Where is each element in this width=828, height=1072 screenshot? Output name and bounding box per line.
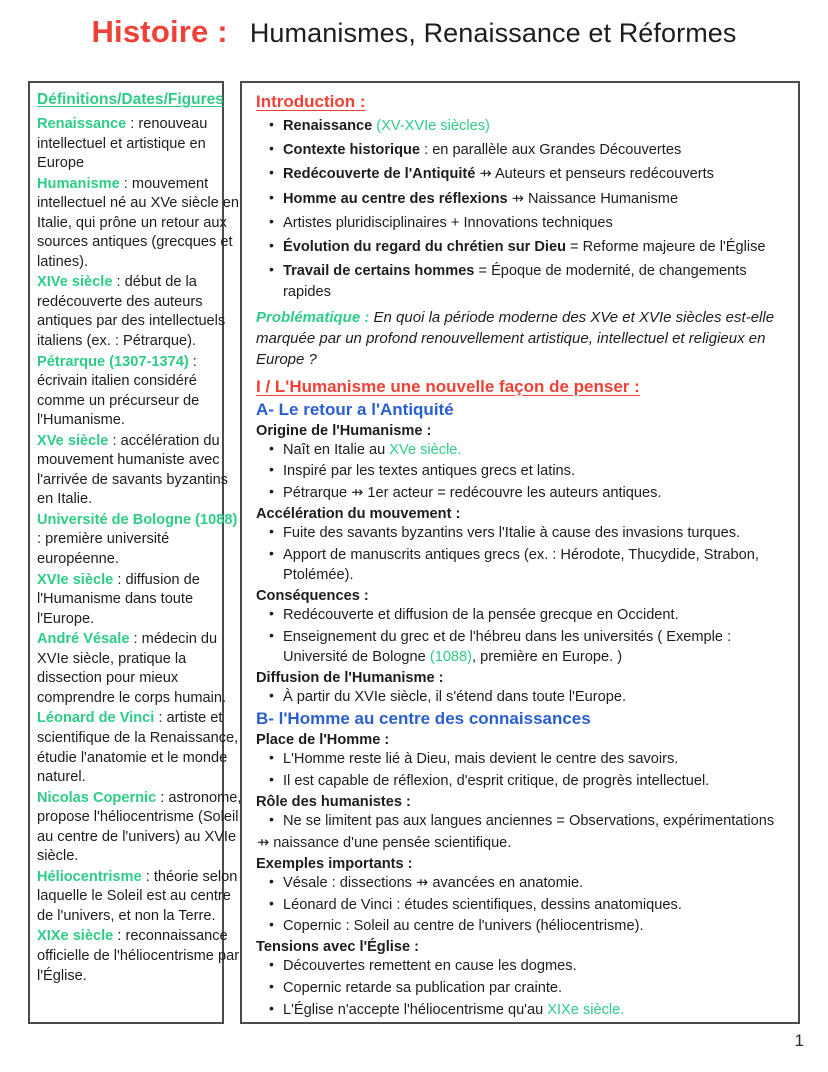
subsection-bullet bbox=[283, 916, 786, 936]
bullet-text: Copernic : Soleil au centre de l'univers (héliocentrisme). bbox=[283, 918, 644, 935]
problematique-text: En quoi la période moderne des XVe et XVIe siècles est-elle marquée par un profond renouvellement artistique, intellectuel et religieux en Europe ? bbox=[256, 308, 775, 369]
bullet-text: L'Homme reste lié à Dieu, mais devient le centre des savoirs. bbox=[283, 750, 679, 767]
subsection-bullet bbox=[283, 1000, 786, 1020]
title-topic: Humanismes, Renaissance et Réformes bbox=[249, 18, 737, 48]
bullet-key-term: Redécouverte de l'Antiquité bbox=[283, 166, 476, 183]
introduction-bullet-list bbox=[256, 116, 786, 303]
subsection-bullet bbox=[283, 605, 786, 625]
definition-text: première université européenne. bbox=[37, 531, 170, 568]
subsection-label: Origine de l'Humanisme : bbox=[256, 422, 432, 439]
introduction-bullet bbox=[283, 164, 786, 185]
subsection-label: Accélération du mouvement : bbox=[256, 506, 461, 523]
definition-entry bbox=[37, 115, 242, 174]
bullet-text: = Reforme majeure de l'Église bbox=[566, 239, 766, 256]
definition-term: Renaissance bbox=[37, 116, 127, 132]
bullet-text: À partir du XVIe siècle, il s'étend dans toute l'Europe. bbox=[283, 688, 627, 705]
definition-separator: : bbox=[108, 432, 121, 449]
bullet-text: : en parallèle aux Grandes Découvertes bbox=[420, 142, 682, 159]
subsection-bullet-list bbox=[256, 523, 786, 585]
definition-term: XVe siècle bbox=[37, 432, 109, 449]
part-a-groups bbox=[256, 423, 786, 707]
subsection-bullet bbox=[283, 687, 786, 707]
definition-term: XVIe siècle bbox=[37, 571, 114, 588]
definition-term: Humanisme bbox=[37, 175, 120, 192]
definition-text: écrivain italien considéré comme un précurseur de l'Humanisme. bbox=[37, 373, 200, 429]
introduction-bullet bbox=[283, 189, 786, 210]
definition-entry bbox=[37, 571, 242, 630]
part-b-heading: B- l'Homme au centre des connaissances bbox=[256, 708, 591, 728]
definition-separator: : bbox=[113, 571, 126, 588]
subsection-bullet-list bbox=[256, 440, 786, 503]
definition-entry bbox=[37, 511, 242, 570]
definition-term: Université de Bologne (1088) bbox=[37, 511, 238, 528]
definition-entry bbox=[37, 868, 242, 927]
definition-entry bbox=[37, 789, 242, 867]
bullet-text: Pétrarque ⇸ 1er acteur = redécouvre les auteurs antiques. bbox=[283, 484, 662, 501]
subsection-bullet bbox=[283, 811, 786, 831]
subsection-bullet bbox=[283, 627, 786, 667]
definition-text: médecin du XVIe siècle, pratique la dissection pour mieux comprendre le corps humain. bbox=[37, 631, 226, 706]
page-number: 1 bbox=[794, 1031, 804, 1050]
problematique-label: Problématique : bbox=[256, 308, 370, 326]
definition-term: Nicolas Copernic bbox=[37, 789, 157, 806]
subsection-bullet-list bbox=[256, 605, 786, 667]
bullet-text: Naît en Italie au bbox=[283, 441, 390, 458]
definition-entry bbox=[37, 273, 242, 351]
subsection-bullet bbox=[283, 523, 786, 543]
definition-entry bbox=[37, 927, 242, 986]
definitions-list bbox=[37, 115, 242, 986]
subsection-bullet-list bbox=[256, 811, 786, 831]
definition-text: accélération du mouvement humaniste avec l'arrivée de savants byzantins en Italie. bbox=[37, 432, 228, 508]
definition-text: début de la redécouverte des auteurs antiques par des intellectuels italiens (ex. : Pétrarque). bbox=[37, 274, 226, 350]
definition-separator: : bbox=[141, 868, 154, 885]
subsection-bullet bbox=[283, 771, 786, 791]
definition-separator: : bbox=[126, 116, 139, 132]
bullet-key-term: Homme au centre des réflexions bbox=[283, 190, 508, 207]
definition-text: renouveau intellectuel et artistique en Europe bbox=[37, 116, 208, 172]
bullet-date-highlight: XIXe siècle. bbox=[547, 1001, 625, 1018]
introduction-bullet bbox=[283, 140, 786, 161]
definition-entry bbox=[37, 353, 242, 431]
subsection-label: Exemples importants : bbox=[256, 855, 413, 872]
definition-entry bbox=[37, 709, 242, 787]
definition-separator: : bbox=[188, 353, 197, 370]
definitions-heading: Définitions/Dates/Figures bbox=[37, 91, 224, 108]
bullet-text: Découvertes remettent en cause les dogmes. bbox=[283, 958, 577, 975]
bullet-text: Fuite des savants byzantins vers l'Italie à cause des invasions turques. bbox=[283, 525, 741, 542]
definition-text: diffusion de l'Humanisme dans toute l'Europe. bbox=[37, 571, 200, 627]
subsection-bullet bbox=[283, 440, 786, 460]
bullet-key-term: Renaissance bbox=[283, 118, 373, 134]
bullet-date-highlight: XVe siècle. bbox=[389, 441, 462, 458]
subsection-label: Place de l'Homme : bbox=[256, 731, 390, 748]
bullet-key-term: Contexte historique bbox=[283, 142, 421, 159]
subsection-bullet bbox=[283, 978, 786, 998]
subsection-label: Conséquences : bbox=[256, 587, 369, 604]
subsection-bullet bbox=[283, 545, 786, 585]
bullet-key-term: Évolution du regard du chrétien sur Dieu bbox=[283, 239, 566, 256]
bullet-text: Ne se limitent pas aux langues anciennes = Observations, expérimentations bbox=[283, 812, 775, 829]
bullet-text: Enseignement du grec et de l'hébreu dans les universités ( Exemple : Université de Bologne bbox=[283, 628, 732, 665]
bullet-date-highlight: (XV-XVIe siècles) bbox=[372, 118, 490, 134]
definition-separator: : bbox=[112, 274, 125, 291]
subsection-bullet bbox=[283, 895, 786, 915]
subsection-bullet-list bbox=[256, 873, 786, 936]
part-b-groups bbox=[256, 732, 786, 1020]
bullet-text: L'Église n'accepte l'héliocentrisme qu'au bbox=[283, 1001, 548, 1018]
subsection-label: Diffusion de l'Humanisme : bbox=[256, 669, 444, 686]
bullet-date-highlight: (1088) bbox=[429, 648, 473, 665]
introduction-heading: Introduction : bbox=[256, 92, 366, 111]
subsection-bullet bbox=[283, 483, 786, 503]
definition-separator: : bbox=[154, 710, 167, 727]
bullet-text: Copernic retarde sa publication par crainte. bbox=[283, 979, 563, 996]
definition-separator: : bbox=[119, 175, 132, 192]
bullet-text: Artistes pluridisciplinaires + Innovations techniques bbox=[283, 214, 613, 231]
definition-term: XIXe siècle bbox=[37, 928, 114, 945]
definition-term: Héliocentrisme bbox=[37, 868, 142, 885]
subsection-bullet-list bbox=[256, 749, 786, 791]
part-a-heading: A- Le retour a l'Antiquité bbox=[256, 399, 454, 419]
lesson-content-panel bbox=[240, 81, 800, 1024]
problematique bbox=[256, 307, 786, 371]
bullet-text: Inspiré par les textes antiques grecs et latins. bbox=[283, 463, 576, 480]
bullet-text: Apport de manuscrits antiques grecs (ex. : Hérodote, Thucydide, Strabon, Ptolémée). bbox=[283, 546, 759, 583]
definition-text: astronome, propose l'héliocentrisme (Soleil au centre de l'univers) au XVIe siècle. bbox=[37, 789, 242, 865]
definitions-panel bbox=[28, 81, 242, 1024]
subsection-bullet bbox=[283, 956, 786, 976]
subsection-bullet-list bbox=[256, 956, 786, 1019]
introduction-bullet bbox=[283, 237, 786, 258]
bullet-text: ⇸ Naissance Humanisme bbox=[507, 190, 679, 207]
definition-separator: : bbox=[113, 928, 126, 945]
definition-text: théorie selon laquelle le Soleil est au centre de l'univers, et non la Terre. bbox=[37, 868, 238, 924]
bullet-text-tail: , première en Europe. ) bbox=[472, 648, 623, 665]
title-subject: Histoire : bbox=[91, 14, 228, 49]
bullet-text: Léonard de Vinci : études scientifiques, dessins anatomiques. bbox=[283, 896, 682, 913]
subsection-label: Tensions avec l'Église : bbox=[256, 939, 419, 956]
introduction-bullet bbox=[283, 261, 786, 302]
definition-term: XIVe siècle bbox=[37, 274, 113, 291]
bullet-text: Il est capable de réflexion, d'esprit critique, de progrès intellectuel. bbox=[283, 772, 710, 789]
subsection-bullet-list bbox=[256, 687, 786, 707]
definition-separator: : bbox=[156, 789, 169, 806]
subsection-label: Rôle des humanistes : bbox=[256, 793, 411, 810]
subsection-bullet bbox=[283, 749, 786, 769]
bullet-key-term: Travail de certains hommes bbox=[283, 263, 475, 280]
subsection-bullet bbox=[283, 873, 786, 893]
bullet-text: ⇸ Auteurs et penseurs redécouverts bbox=[475, 166, 714, 183]
definition-entry bbox=[37, 432, 242, 510]
definition-text: artiste et scientifique de la Renaissance, étudie l'anatomie et le monde naturel. bbox=[37, 710, 239, 786]
definition-separator: : bbox=[37, 531, 46, 548]
introduction-bullet bbox=[283, 213, 786, 234]
definition-term: Pétrarque (1307-1374) bbox=[37, 353, 189, 370]
definition-term: André Vésale bbox=[37, 631, 130, 648]
definition-text: reconnaissance officielle de l'héliocentrisme par l'Église. bbox=[37, 928, 240, 984]
definition-separator: : bbox=[129, 631, 142, 648]
bullet-text: Vésale : dissections ⇸ avancées en anatomie. bbox=[283, 874, 584, 891]
page-title bbox=[0, 14, 828, 50]
definition-term: Léonard de Vinci bbox=[37, 710, 155, 727]
definition-entry bbox=[37, 630, 242, 708]
section-1-heading: I / L'Humanisme une nouvelle façon de penser : bbox=[256, 376, 640, 396]
bullet-text: Redécouverte et diffusion de la pensée grecque en Occident. bbox=[283, 606, 679, 623]
subsection-bullet bbox=[283, 461, 786, 481]
bullet-text: = Époque de modernité, de changements rapides bbox=[283, 263, 747, 301]
definition-text: mouvement intellectuel né au XVe siècle en Italie, qui prône un retour aux sources antiques (grecques et latines). bbox=[37, 175, 240, 270]
introduction-bullet bbox=[283, 116, 786, 137]
definition-entry bbox=[37, 175, 242, 273]
subsection-continuation-line: ⇸ naissance d'une pensée scientifique. bbox=[257, 834, 512, 851]
